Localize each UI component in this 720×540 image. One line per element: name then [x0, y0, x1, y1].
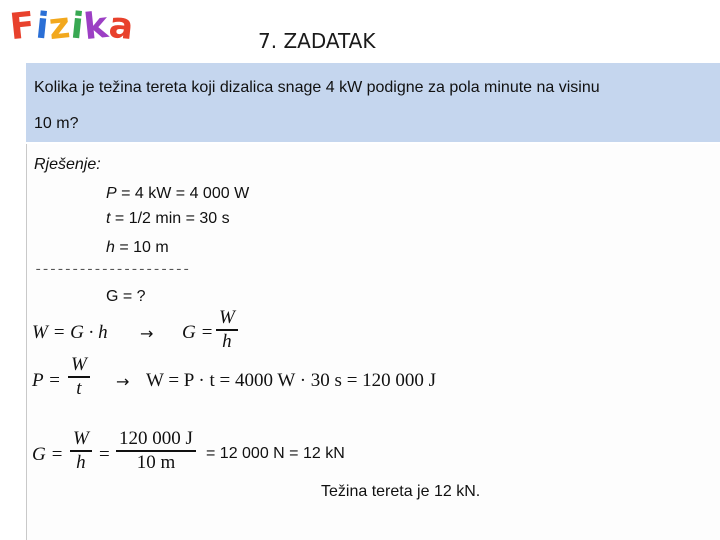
- given-height: h = 10 m: [106, 239, 169, 256]
- weight-result-lhs: G =: [32, 444, 64, 465]
- weight-lhs: G =: [182, 322, 214, 343]
- work-formula: W = G · h: [32, 322, 108, 343]
- task-title: 7. ZADATAK: [258, 29, 376, 53]
- logo-letter: i: [68, 5, 87, 48]
- logo-letter: z: [46, 4, 73, 49]
- fraction-numeric: 120 000 J 10 m: [116, 428, 196, 474]
- task-text-line-2: 10 m?: [34, 115, 79, 132]
- logo-letter: i: [33, 5, 52, 48]
- arrow-1: →: [140, 324, 154, 343]
- logo-letter: k: [82, 4, 112, 49]
- fizika-logo: [7, 4, 137, 49]
- answer-text: Težina tereta je 12 kN.: [321, 483, 481, 500]
- given-time: t = 1/2 min = 30 s: [106, 210, 230, 227]
- solution-panel: [26, 144, 720, 540]
- logo-letter: F: [7, 4, 38, 49]
- unknown-weight: G = ?: [106, 288, 146, 305]
- solution-heading: Rješenje:: [34, 156, 101, 173]
- power-lhs: P =: [32, 370, 61, 391]
- logo-letter: a: [107, 4, 137, 49]
- arrow-2: →: [116, 372, 130, 391]
- fraction-w-over-h: W h: [216, 307, 238, 353]
- equals-sign: =: [99, 444, 110, 465]
- weight-result: = 12 000 N = 12 kN: [206, 445, 345, 462]
- task-text-line-1: Kolika je težina tereta koji dizalica snage 4 kW podigne za pola minute na visinu: [34, 79, 600, 96]
- fraction-w-over-t: W t: [68, 354, 90, 400]
- fraction-w-over-h-2: W h: [70, 428, 92, 474]
- separator-line: ---------------------: [34, 262, 190, 278]
- work-calculation: W = P · t = 4000 W · 30 s = 120 000 J: [146, 370, 437, 391]
- given-power: P = 4 kW = 4 000 W: [106, 185, 250, 202]
- task-statement-box: [26, 63, 720, 142]
